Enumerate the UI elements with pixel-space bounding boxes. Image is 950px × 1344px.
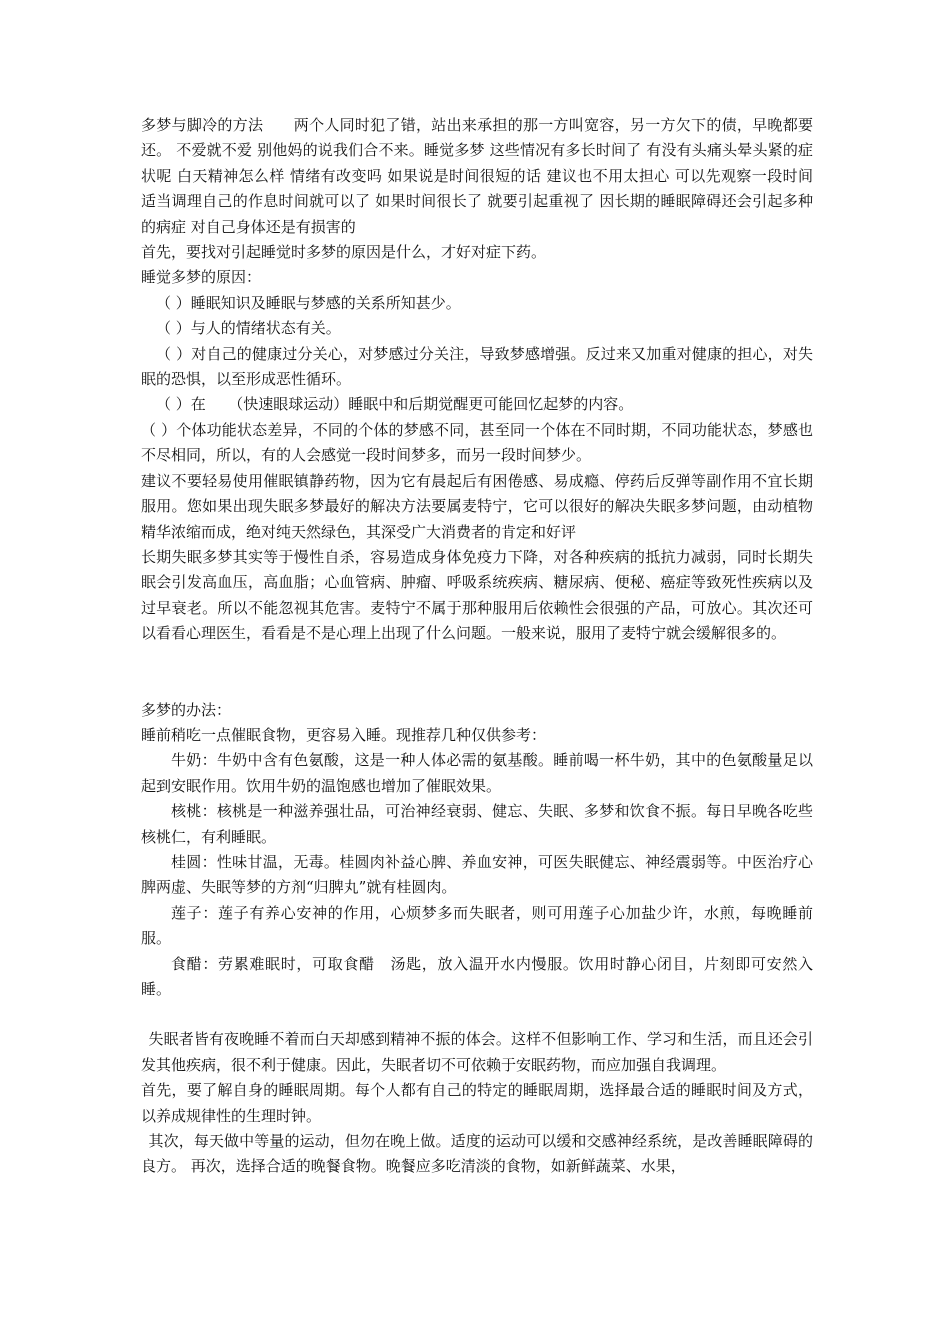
paragraph-intro: 多梦与脚冷的方法 两个人同时犯了错，站出来承担的那一方叫宽容，另一方欠下的债，早晚都要还。 不爱就不爱 别他妈的说我们合不来。睡觉多梦 这些情况有多长时间了 有没有头痛头晕头紧的症状呢 白天精神怎么样 情绪有改变吗 如果说是时间很短的话 建议也不用太担心 可以先观察一段时间 适当调理自己的作息时间就可以了 如果时间很长了 就要引起重视了 因长期的睡眠障碍还会引起多种的病症 对自己身体还是有损害的 (141, 116, 813, 236)
section-heading-methods: 多梦的办法： (141, 700, 232, 719)
paragraph-exercise: 其次，每天做中等量的运动，但勿在晚上做。适度的运动可以缓和交感神经系统，是改善睡眠障碍的良方。 再次，选择合适的晚餐食物。晚餐应多吃清淡的食物，如新鲜蔬菜、水果， (141, 1132, 813, 1176)
food-item-longan: 桂圆：性味甘温，无毒。桂圆肉补益心脾、养血安神，可医失眠健忘、神经震弱等。中医治疗心脾两虚、失眠等梦的方剂“归脾丸”就有桂圆肉。 (141, 852, 813, 897)
paragraph-sleep-cycle: 首先，要了解自身的睡眠周期。每个人都有自己的特定的睡眠周期，选择最合适的睡眠时间及方式，以养成规律性的生理时钟。 (141, 1081, 813, 1125)
section-heading-causes: 睡觉多梦的原因： (141, 268, 262, 287)
cause-item-2: （ ）与人的情绪状态有关。 (156, 319, 341, 338)
cause-item-3: （ ）对自己的健康过分关心，对梦感过分关注，导致梦感增强。反过来又加重对健康的担心，对失眠的恐惧，以至形成恶性循环。 (141, 344, 813, 389)
paragraph-food-intro: 睡前稍吃一点催眠食物，更容易入睡。现推荐几种仅供参考： (141, 725, 547, 744)
food-item-walnut: 核桃：核桃是一种滋养强壮品，可治神经衰弱、健忘、失眠、多梦和饮食不振。每日早晚各吃些核桃仁，有利睡眠。 (141, 802, 813, 846)
cause-item-4: （ ）在 （快速眼球运动）睡眠中和后期觉醒更可能回忆起梦的内容。 (156, 395, 634, 414)
paragraph-long-term: 长期失眠多梦其实等于慢性自杀，容易造成身体免疫力下降，对各种疾病的抵抗力减弱，同时长期失眠会引发高血压，高血脂；心血管病、肿瘤、呼吸系统疾病、糖尿病、便秘、癌症等致死性疾病以及过早衰老。所以不能忽视其危害。麦特宁不属于那种服用后依赖性会很强的产品，可放心。其次还可以看看心理医生，看看是不是心理上出现了什么问题。一般来说，服用了麦特宁就会缓解很多的。 (141, 547, 813, 643)
spacer (141, 1002, 813, 1027)
cause-item-5: （ ）个体功能状态差异，不同的个体的梦感不同，甚至同一个体在不同时期，不同功能状态，梦感也不尽相同，所以，有的人会感觉一段时间梦多，而另一段时间梦少。 (141, 420, 813, 465)
paragraph-advice: 建议不要轻易使用催眠镇静药物，因为它有晨起后有困倦感、易成瘾、停药后反弹等副作用不宜长期服用。您如果出现失眠多梦最好的解决方法要属麦特宁，它可以很好的解决失眠多梦问题，由动植物精华浓缩而成，绝对纯天然绿色，其深受广大消费者的肯定和好评 (141, 471, 813, 541)
food-item-milk: 牛奶：牛奶中含有色氨酸，这是一种人体必需的氨基酸。睡前喝一杯牛奶，其中的色氨酸量足以起到安眠作用。饮用牛奶的温饱感也增加了催眠效果。 (141, 751, 813, 795)
cause-item-1: （ ）睡眠知识及睡眠与梦感的关系所知甚少。 (156, 293, 461, 312)
paragraph-insomnia: 失眠者皆有夜晚睡不着而白天却感到精神不振的体会。这样不但影响工作、学习和生活，而且还会引发其他疾病，很不利于健康。因此，失眠者切不可依赖于安眠药物，而应加强自我调理。 (141, 1030, 813, 1074)
document-page (141, 113, 813, 1180)
spacer (141, 647, 813, 698)
food-item-vinegar: 食醋：劳累难眠时，可取食醋 汤匙，放入温开水内慢服。饮用时静心闭目，片刻即可安然入睡。 (141, 954, 813, 998)
paragraph-first-step: 首先，要找对引起睡觉时多梦的原因是什么，才好对症下药。 (141, 243, 547, 262)
food-item-lotus-seed: 莲子：莲子有养心安神的作用，心烦梦多而失眠者，则可用莲子心加盐少许，水煎，每晚睡前服。 (141, 903, 813, 948)
